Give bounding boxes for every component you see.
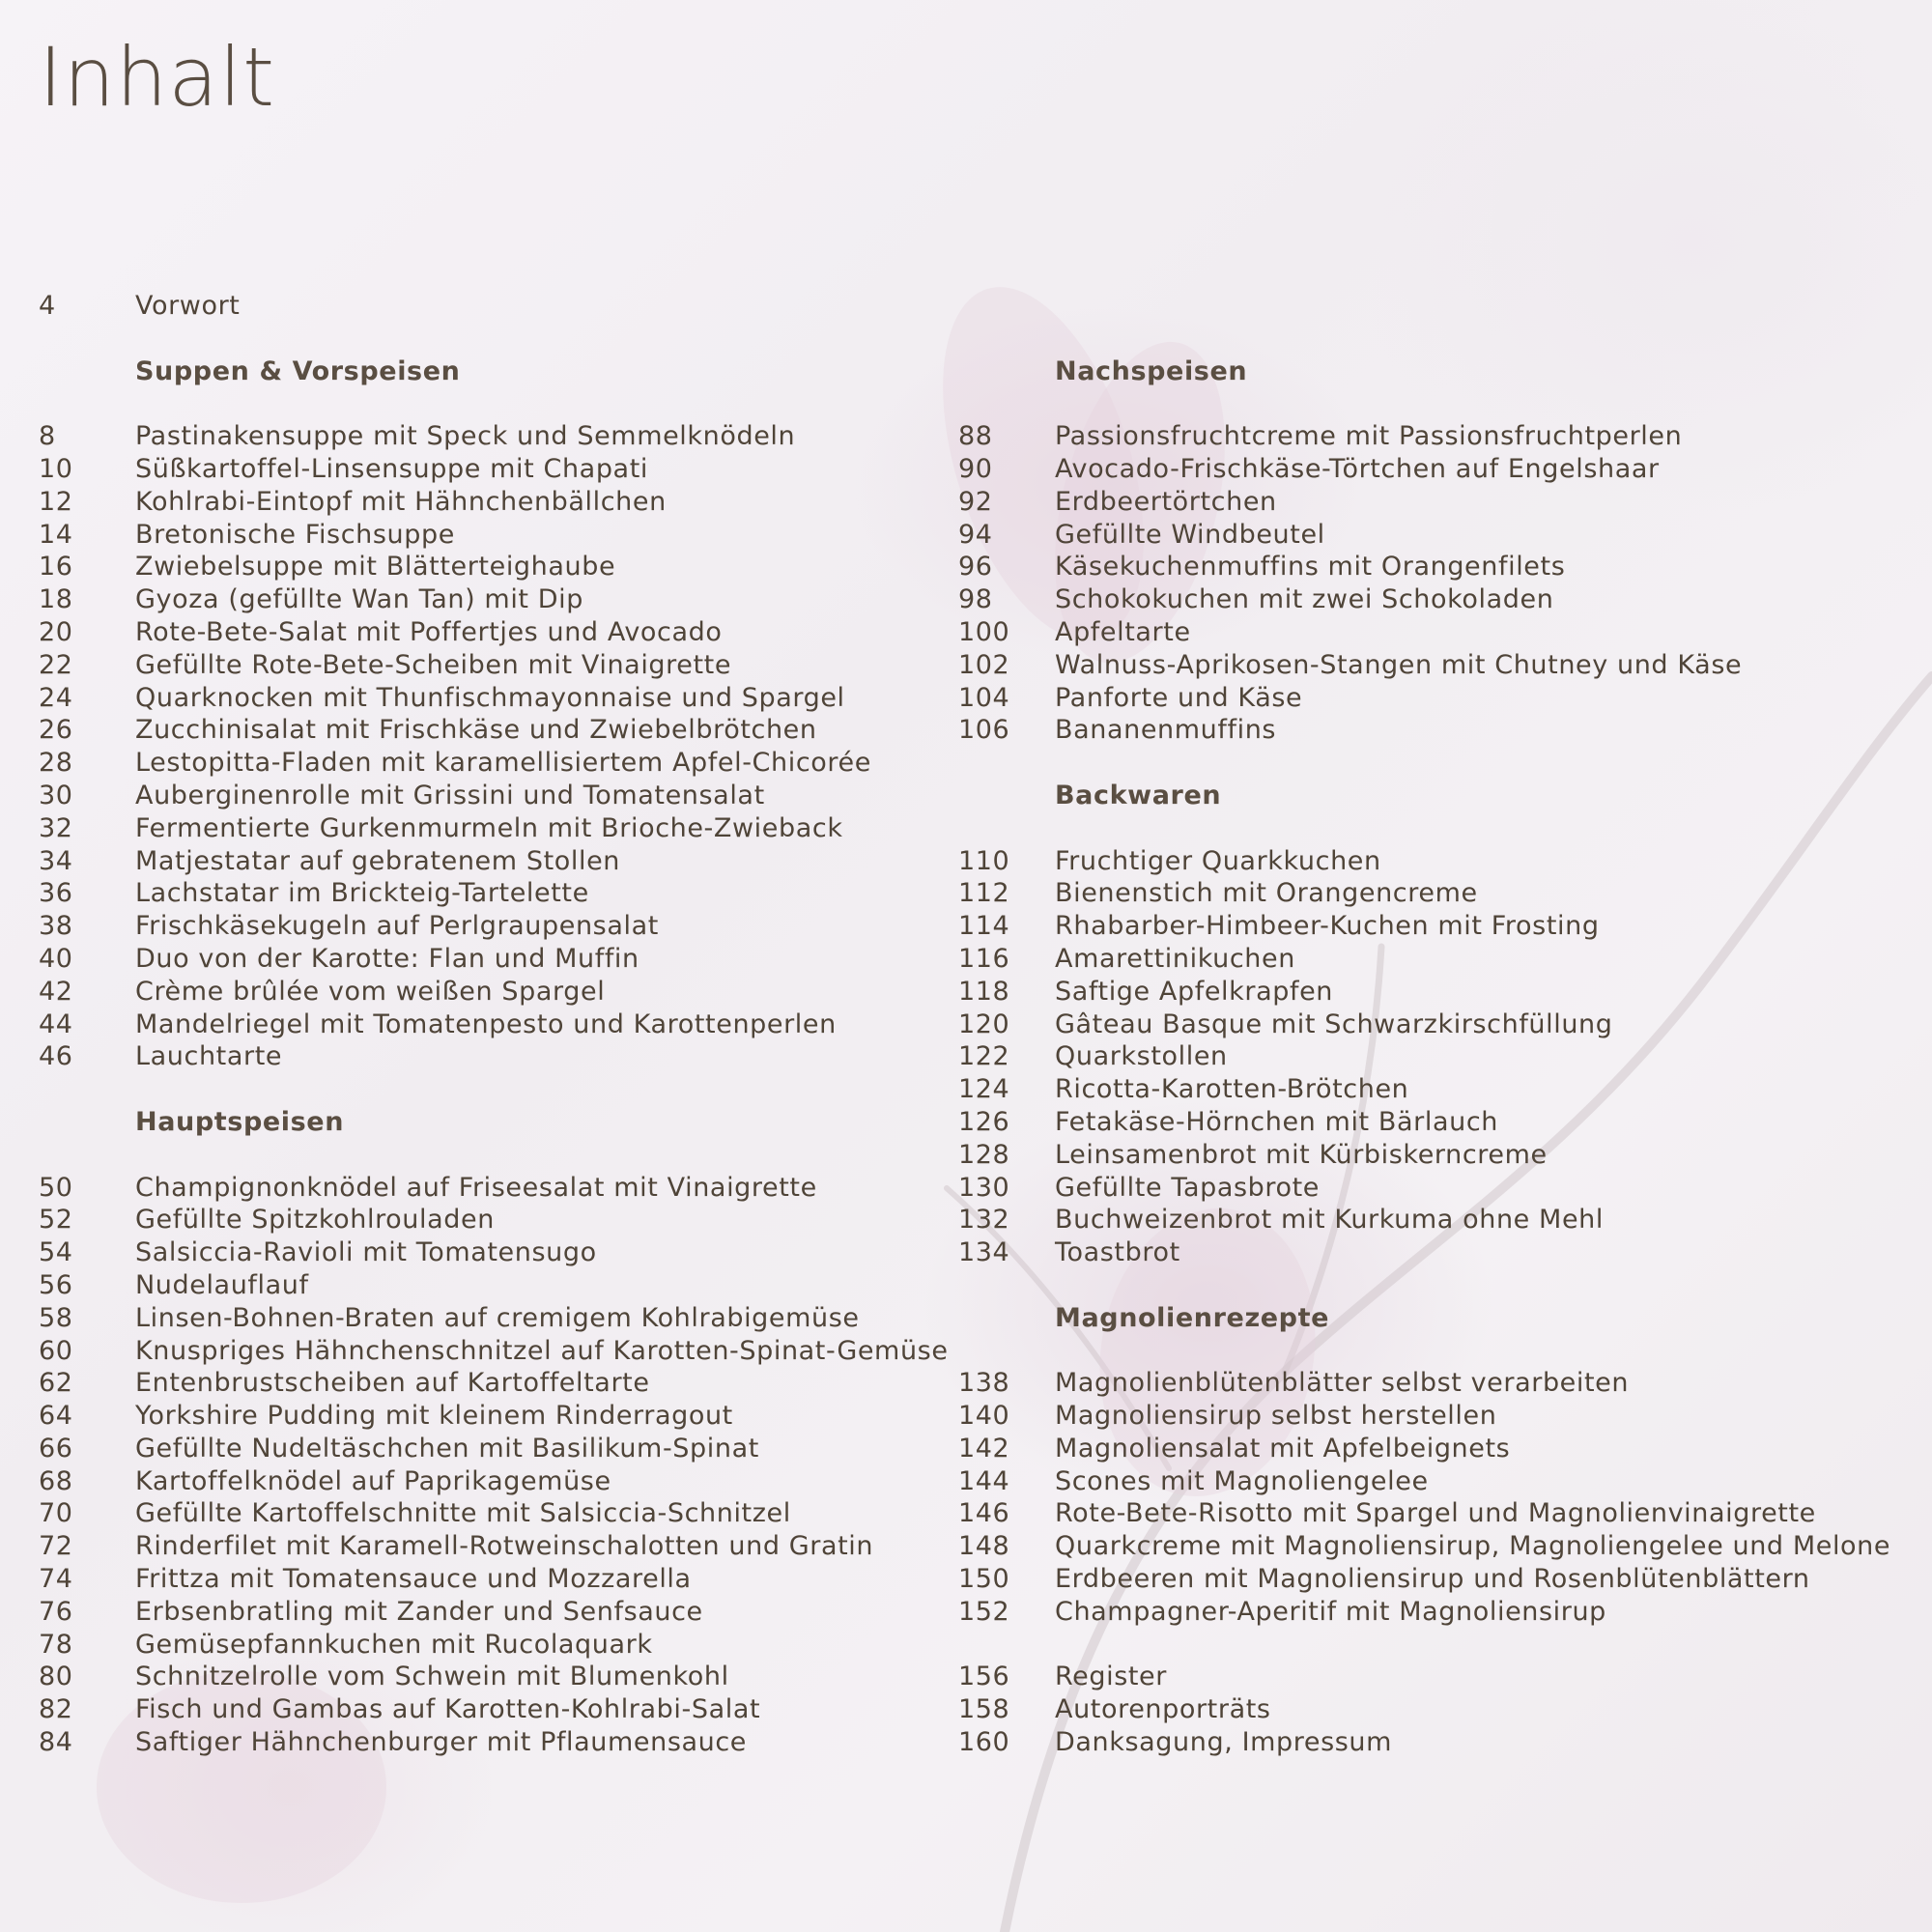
page-number: 98 — [958, 584, 993, 615]
toc-entry[interactable] — [958, 1204, 1905, 1236]
toc-entry[interactable] — [39, 1465, 937, 1498]
entry-title: Crème brûlée vom weißen Spargel — [135, 976, 606, 1007]
entry-title: Mandelriegel mit Tomatenpesto und Karottenperlen — [135, 1009, 837, 1039]
toc-entry[interactable] — [39, 910, 937, 943]
toc-entry[interactable] — [958, 1433, 1905, 1465]
page-number: 158 — [958, 1694, 1010, 1725]
toc-entry[interactable] — [958, 877, 1905, 910]
entry-title: Lauchtarte — [135, 1041, 283, 1072]
toc-entry[interactable] — [958, 583, 1905, 616]
page-number: 156 — [958, 1662, 1010, 1692]
toc-entry[interactable] — [958, 943, 1905, 976]
page-number: 146 — [958, 1498, 1010, 1529]
toc-entry[interactable] — [958, 976, 1905, 1009]
page-number: 42 — [39, 976, 73, 1007]
entry-title: Knuspriges Hähnchenschnitzel auf Karotten-Spinat-Gemüse — [135, 1335, 949, 1366]
page-number: 106 — [958, 715, 1010, 746]
toc-entry[interactable] — [39, 616, 937, 649]
page-number: 26 — [39, 715, 73, 746]
toc-entry[interactable] — [39, 551, 937, 583]
toc-entry[interactable] — [39, 1693, 937, 1726]
entry-title: Magnolienblütenblätter selbst verarbeiten — [1055, 1368, 1630, 1399]
page-number: 122 — [958, 1041, 1010, 1072]
entry-title: Matjestatar auf gebratenem Stollen — [135, 845, 621, 876]
page-number: 14 — [39, 519, 73, 550]
toc-entry[interactable] — [958, 486, 1905, 519]
entry-title: Vorwort — [135, 291, 241, 321]
toc-entry[interactable] — [958, 1596, 1905, 1629]
toc-entry[interactable] — [39, 877, 937, 910]
entry-title: Rote-Bete-Salat mit Poffertjes und Avocado — [135, 616, 723, 647]
toc-entry[interactable] — [39, 747, 937, 780]
entry-title: Auberginenrolle mit Grissini und Tomatensalat — [135, 780, 765, 810]
entry-title: Linsen-Bohnen-Braten auf cremigem Kohlrabigemüse — [135, 1302, 860, 1333]
entry-title: Gefüllte Windbeutel — [1055, 519, 1325, 550]
page-number: 94 — [958, 519, 993, 550]
page-number: 80 — [39, 1662, 73, 1692]
entry-title: Toastbrot — [1055, 1237, 1180, 1268]
page-number: 36 — [39, 878, 73, 909]
entry-title: Gâteau Basque mit Schwarzkirschfüllung — [1055, 1009, 1613, 1039]
entry-title: Magnoliensirup selbst herstellen — [1055, 1401, 1497, 1432]
page-number: 140 — [958, 1401, 1010, 1432]
page-number: 28 — [39, 748, 73, 779]
entry-title: Ricotta-Karotten-Brötchen — [1055, 1074, 1409, 1105]
entry-title: Käsekuchenmuffins mit Orangenfilets — [1055, 552, 1566, 582]
section-heading-label: Suppen & Vorspeisen — [135, 355, 461, 386]
entry-title: Erdbeeren mit Magnoliensirup und Rosenblütenblättern — [1055, 1564, 1810, 1595]
toc-entry[interactable] — [39, 1497, 937, 1530]
entry-title: Duo von der Karotte: Flan und Muffin — [135, 943, 639, 974]
toc-right-column — [958, 290, 1905, 1759]
entry-title: Gefüllte Spitzkohlrouladen — [135, 1205, 495, 1236]
toc-entry[interactable] — [958, 714, 1905, 747]
entry-title: Pastinakensuppe mit Speck und Semmelknödeln — [135, 421, 796, 452]
toc-entry[interactable] — [958, 1400, 1905, 1433]
entry-title: Saftiger Hähnchenburger mit Pflaumensauce — [135, 1727, 748, 1758]
toc-entry[interactable] — [39, 1269, 937, 1302]
toc-entry[interactable] — [39, 649, 937, 682]
toc-entry[interactable] — [958, 910, 1905, 943]
section-heading-magnolienrezepte — [958, 1302, 1905, 1335]
entry-title: Leinsamenbrot mit Kürbiskerncreme — [1055, 1139, 1548, 1170]
page-number: 90 — [958, 453, 993, 484]
toc-entry[interactable] — [958, 1693, 1905, 1726]
entry-title: Fetakäse-Hörnchen mit Bärlauch — [1055, 1106, 1499, 1137]
section-list-nachspeisen — [958, 420, 1905, 747]
page-number: 144 — [958, 1465, 1010, 1496]
page-number: 20 — [39, 616, 73, 647]
section-list-magnolienrezepte — [958, 1367, 1905, 1628]
toc-entry[interactable] — [39, 714, 937, 747]
toc-entry[interactable] — [958, 1172, 1905, 1205]
toc-entry[interactable] — [39, 1661, 937, 1693]
entry-title: Gefüllte Rote-Bete-Scheiben mit Vinaigrette — [135, 649, 732, 680]
toc-entry[interactable] — [958, 1139, 1905, 1172]
toc-entry[interactable] — [39, 1629, 937, 1662]
entry-title: Quarkcreme mit Magnoliensirup, Magnoliengelee und Melone — [1055, 1531, 1891, 1562]
page-number: 84 — [39, 1727, 73, 1758]
entry-title: Gemüsepfannkuchen mit Rucolaquark — [135, 1629, 653, 1660]
toc-entry[interactable] — [39, 1726, 937, 1759]
page-number: 120 — [958, 1009, 1010, 1039]
toc-entry[interactable] — [958, 845, 1905, 878]
entry-title: Quarkstollen — [1055, 1041, 1228, 1072]
entry-title: Kohlrabi-Eintopf mit Hähnchenbällchen — [135, 486, 667, 517]
page-number: 24 — [39, 682, 73, 713]
toc-entry[interactable] — [39, 420, 937, 453]
entry-title: Champagner-Aperitif mit Magnoliensirup — [1055, 1596, 1606, 1627]
page-number: 70 — [39, 1498, 73, 1529]
toc-entry[interactable] — [958, 1073, 1905, 1106]
toc-entry[interactable] — [958, 1497, 1905, 1530]
toc-entry[interactable] — [958, 1009, 1905, 1041]
page-number: 18 — [39, 584, 73, 615]
section-heading-label: Hauptspeisen — [135, 1106, 345, 1137]
toc-entry[interactable] — [958, 551, 1905, 583]
entry-title: Zwiebelsuppe mit Blätterteighaube — [135, 552, 616, 582]
page-number: 78 — [39, 1629, 73, 1660]
page-number: 60 — [39, 1335, 73, 1366]
entry-title: Register — [1055, 1662, 1167, 1692]
toc-entry[interactable] — [39, 1530, 937, 1563]
page-number: 82 — [39, 1694, 73, 1725]
section-list-suppen — [39, 420, 937, 1073]
page-number: 56 — [39, 1269, 73, 1300]
page-number: 142 — [958, 1433, 1010, 1463]
toc-entry[interactable] — [958, 682, 1905, 715]
entry-title: Frischkäsekugeln auf Perlgraupensalat — [135, 911, 659, 942]
toc-entry[interactable] — [39, 486, 937, 519]
toc-entry[interactable] — [958, 1465, 1905, 1498]
entry-title: Gefüllte Nudeltäschchen mit Basilikum-Spinat — [135, 1433, 759, 1463]
entry-title: Walnuss-Aprikosen-Stangen mit Chutney und Käse — [1055, 649, 1743, 680]
page-number: 130 — [958, 1172, 1010, 1203]
toc-entry[interactable] — [39, 1563, 937, 1596]
toc-entry[interactable] — [39, 812, 937, 845]
entry-title: Gefüllte Tapasbrote — [1055, 1172, 1321, 1203]
page-number: 116 — [958, 943, 1010, 974]
entry-title: Apfeltarte — [1055, 616, 1191, 647]
entry-title: Entenbrustscheiben auf Kartoffeltarte — [135, 1368, 650, 1399]
section-list-backwaren — [958, 845, 1905, 1269]
page-number: 148 — [958, 1531, 1010, 1562]
entry-title: Autorenporträts — [1055, 1694, 1271, 1725]
page-number: 118 — [958, 976, 1010, 1007]
page-number: 160 — [958, 1727, 1010, 1758]
toc-entry[interactable] — [958, 453, 1905, 486]
toc-entry[interactable] — [958, 1563, 1905, 1596]
page-number: 58 — [39, 1302, 73, 1333]
toc-entry[interactable] — [39, 1302, 937, 1335]
entry-title: Bretonische Fischsuppe — [135, 519, 455, 550]
page-number: 92 — [958, 486, 993, 517]
toc-entry[interactable] — [958, 1236, 1905, 1269]
page-number: 152 — [958, 1596, 1010, 1627]
toc-entry[interactable] — [958, 1367, 1905, 1400]
entry-title: Zucchinisalat mit Frischkäse und Zwiebelbrötchen — [135, 715, 817, 746]
toc-entry[interactable] — [39, 1040, 937, 1073]
entry-title: Süßkartoffel-Linsensuppe mit Chapati — [135, 453, 648, 484]
section-heading-hauptspeisen — [39, 1106, 937, 1139]
page-number: 72 — [39, 1531, 73, 1562]
entry-title: Scones mit Magnoliengelee — [1055, 1465, 1429, 1496]
toc-entry[interactable] — [958, 616, 1905, 649]
section-heading-backwaren — [958, 780, 1905, 812]
toc-entry[interactable] — [958, 1530, 1905, 1563]
toc-entry[interactable] — [958, 1040, 1905, 1073]
toc-entry[interactable] — [39, 1400, 937, 1433]
page-number: 54 — [39, 1237, 73, 1268]
page-number: 22 — [39, 649, 73, 680]
entry-title: Lestopitta-Fladen mit karamellisiertem Apfel-Chicorée — [135, 748, 871, 779]
entry-title: Kartoffelknödel auf Paprikagemüse — [135, 1465, 611, 1496]
entry-title: Schnitzelrolle vom Schwein mit Blumenkohl — [135, 1662, 729, 1692]
page-number: 110 — [958, 845, 1010, 876]
entry-title: Rote-Bete-Risotto mit Spargel und Magnolienvinaigrette — [1055, 1498, 1816, 1529]
page-number: 44 — [39, 1009, 73, 1039]
entry-title: Panforte und Käse — [1055, 682, 1303, 713]
toc-entry[interactable] — [39, 1335, 949, 1368]
page-number: 38 — [39, 911, 73, 942]
toc-entry[interactable] — [39, 453, 937, 486]
toc-entry[interactable] — [958, 1106, 1905, 1139]
toc-entry[interactable] — [958, 1661, 1905, 1693]
entry-title: Passionsfruchtcreme mit Passionsfruchtperlen — [1055, 421, 1683, 452]
toc-left-column — [39, 290, 949, 1759]
section-heading-nachspeisen — [958, 355, 1905, 388]
page-number: 62 — [39, 1368, 73, 1399]
entry-title: Bienenstich mit Orangencreme — [1055, 878, 1478, 909]
toc-entry[interactable] — [39, 976, 937, 1009]
page-number: 16 — [39, 552, 73, 582]
toc-entry[interactable] — [39, 1367, 937, 1400]
page-number: 68 — [39, 1465, 73, 1496]
page-number: 88 — [958, 421, 993, 452]
entry-title: Schokokuchen mit zwei Schokoladen — [1055, 584, 1554, 615]
toc-entry[interactable] — [39, 1204, 937, 1236]
section-heading-label: Nachspeisen — [1055, 355, 1248, 386]
page-number: 34 — [39, 845, 73, 876]
toc-entry[interactable] — [39, 682, 937, 715]
page-number: 66 — [39, 1433, 73, 1463]
page-number: 132 — [958, 1205, 1010, 1236]
page-number: 104 — [958, 682, 1010, 713]
page-number: 64 — [39, 1401, 73, 1432]
toc-entry[interactable] — [958, 519, 1905, 552]
entry-title: Gyoza (gefüllte Wan Tan) mit Dip — [135, 584, 584, 615]
entry-title: Frittza mit Tomatensauce und Mozzarella — [135, 1564, 692, 1595]
toc-entry[interactable] — [39, 943, 937, 976]
toc-entry[interactable] — [958, 1726, 1905, 1759]
page-number: 138 — [958, 1368, 1010, 1399]
page-number: 114 — [958, 911, 1010, 942]
entry-title: Avocado-Frischkäse-Törtchen auf Engelshaar — [1055, 453, 1660, 484]
page-number: 112 — [958, 878, 1010, 909]
page-number: 32 — [39, 812, 73, 843]
section-heading-label: Backwaren — [1055, 780, 1222, 810]
entry-title: Nudelauflauf — [135, 1269, 309, 1300]
toc-entry[interactable] — [39, 1236, 937, 1269]
page-number: 46 — [39, 1041, 73, 1072]
page-number: 4 — [39, 291, 56, 321]
entry-title: Fermentierte Gurkenmurmeln mit Brioche-Zwieback — [135, 812, 843, 843]
page-number: 126 — [958, 1106, 1010, 1137]
toc-entry[interactable] — [39, 519, 937, 552]
page-number: 12 — [39, 486, 73, 517]
entry-title: Champignonknödel auf Friseesalat mit Vinaigrette — [135, 1172, 817, 1203]
page-number: 30 — [39, 780, 73, 810]
page-number: 76 — [39, 1596, 73, 1627]
toc-entry[interactable] — [39, 1009, 937, 1041]
toc-entry[interactable] — [958, 420, 1905, 453]
entry-title: Bananenmuffins — [1055, 715, 1277, 746]
page-number: 40 — [39, 943, 73, 974]
page-title: Inhalt — [39, 30, 275, 125]
toc-entry[interactable] — [39, 1596, 937, 1629]
entry-title: Yorkshire Pudding mit kleinem Rinderragout — [135, 1401, 733, 1432]
page-number: 74 — [39, 1564, 73, 1595]
page-number: 50 — [39, 1172, 73, 1203]
toc-entry[interactable] — [958, 649, 1905, 682]
page-number: 96 — [958, 552, 993, 582]
entry-title: Buchweizenbrot mit Kurkuma ohne Mehl — [1055, 1205, 1604, 1236]
page-number: 124 — [958, 1074, 1010, 1105]
page-number: 52 — [39, 1205, 73, 1236]
entry-title: Salsiccia-Ravioli mit Tomatensugo — [135, 1237, 597, 1268]
entry-title: Fruchtiger Quarkkuchen — [1055, 845, 1381, 876]
page-number: 128 — [958, 1139, 1010, 1170]
entry-title: Amarettinikuchen — [1055, 943, 1295, 974]
page-number: 102 — [958, 649, 1010, 680]
entry-title: Danksagung, Impressum — [1055, 1727, 1393, 1758]
entry-title: Erdbeertörtchen — [1055, 486, 1277, 517]
entry-title: Rinderfilet mit Karamell-Rotweinschalotten und Gratin — [135, 1531, 874, 1562]
section-heading-label: Magnolienrezepte — [1055, 1302, 1330, 1333]
entry-title: Gefüllte Kartoffelschnitte mit Salsiccia-Schnitzel — [135, 1498, 791, 1529]
toc-entry[interactable] — [39, 845, 937, 878]
section-heading-suppen — [39, 355, 937, 388]
toc-entry[interactable] — [39, 780, 937, 812]
entry-title: Lachstatar im Brickteig-Tartelette — [135, 878, 589, 909]
entry-title: Fisch und Gambas auf Karotten-Kohlrabi-Salat — [135, 1694, 761, 1725]
entry-title: Erbsenbratling mit Zander und Senfsauce — [135, 1596, 703, 1627]
section-list-hauptspeisen — [39, 1172, 949, 1759]
page-number: 134 — [958, 1237, 1010, 1268]
page-number: 10 — [39, 453, 73, 484]
toc-entry[interactable] — [39, 1433, 937, 1465]
section-list-appendix — [958, 1661, 1905, 1758]
toc-entry[interactable] — [39, 1172, 937, 1205]
toc-entry[interactable] — [39, 290, 937, 323]
page-number: 100 — [958, 616, 1010, 647]
toc-entry[interactable] — [39, 583, 937, 616]
entry-title: Quarknocken mit Thunfischmayonnaise und Spargel — [135, 682, 845, 713]
entry-title: Magnoliensalat mit Apfelbeignets — [1055, 1433, 1511, 1463]
entry-title: Saftige Apfelkrapfen — [1055, 976, 1334, 1007]
page-number: 8 — [39, 421, 56, 452]
entry-title: Rhabarber-Himbeer-Kuchen mit Frosting — [1055, 911, 1600, 942]
page-number: 150 — [958, 1564, 1010, 1595]
